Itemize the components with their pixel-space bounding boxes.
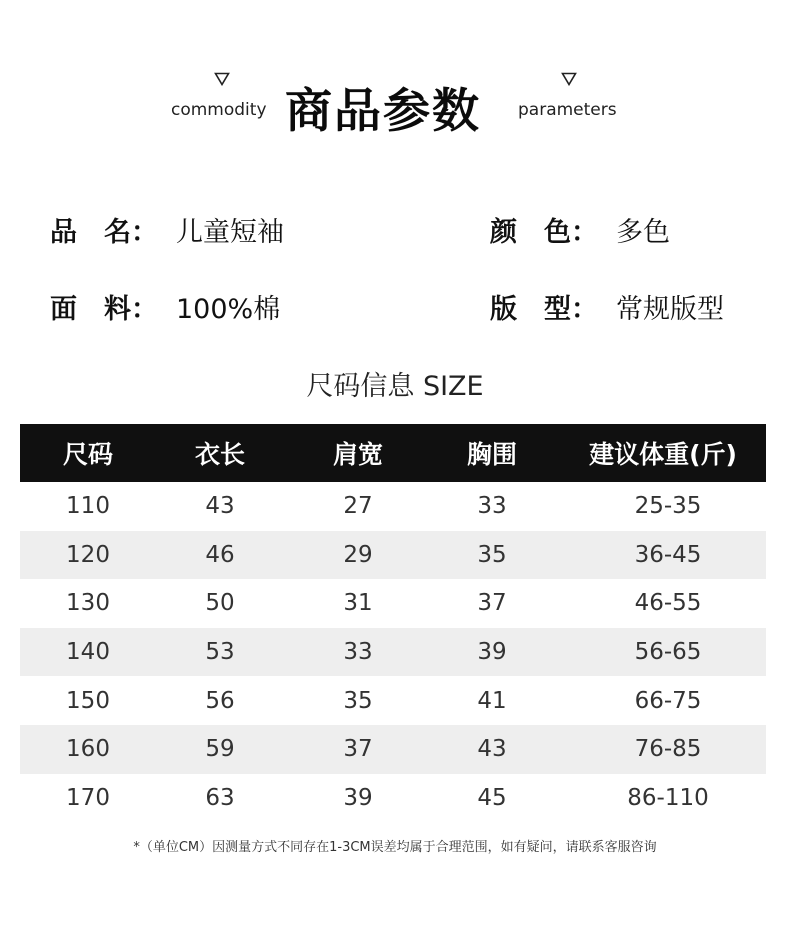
table-header-cell: 胸围 <box>466 440 517 469</box>
spec-value: 多色 <box>616 217 670 248</box>
spec-value: 100%棉 <box>176 294 281 325</box>
table-row <box>20 482 766 531</box>
table-row <box>20 628 766 677</box>
table-cell: 46 <box>205 541 235 568</box>
spec-item-fit <box>490 287 724 326</box>
spec-label: 面 料： <box>50 294 158 325</box>
table-row <box>20 579 766 628</box>
table-cell: 36-45 <box>634 541 702 568</box>
table-cell: 29 <box>343 541 373 568</box>
header <box>0 62 790 142</box>
size-table <box>20 424 766 822</box>
table-cell: 56-65 <box>634 639 702 666</box>
table-cell: 130 <box>66 590 110 617</box>
table-header-cell: 建议体重(斤) <box>589 440 737 469</box>
table-row <box>20 676 766 725</box>
table-cell: 160 <box>66 736 110 763</box>
table-cell: 59 <box>205 736 235 763</box>
table-cell: 33 <box>477 493 507 520</box>
table-cell: 170 <box>66 784 110 811</box>
table-cell: 140 <box>66 639 110 666</box>
spec-item-color <box>490 210 670 249</box>
table-cell: 35 <box>477 541 507 568</box>
spec-value: 常规版型 <box>616 294 724 325</box>
table-cell: 33 <box>343 639 373 666</box>
page-title: 商品参数 <box>285 84 481 139</box>
spec-item-fabric <box>50 287 280 326</box>
table-cell: 27 <box>343 493 373 520</box>
table-cell: 35 <box>343 687 373 714</box>
table-cell: 31 <box>343 590 373 617</box>
spec-label: 版 型： <box>490 294 598 325</box>
table-cell: 46-55 <box>634 590 702 617</box>
table-cell: 66-75 <box>634 687 702 714</box>
table-cell: 56 <box>205 687 235 714</box>
table-cell: 41 <box>477 687 507 714</box>
table-header-cell: 衣长 <box>194 440 245 469</box>
size-section-title: 尺码信息 SIZE <box>306 371 484 402</box>
spec-label: 颜 色： <box>490 217 598 248</box>
table-cell: 76-85 <box>634 736 702 763</box>
table-cell: 39 <box>477 639 507 666</box>
table-header-cell: 肩宽 <box>332 440 383 469</box>
table-row <box>20 725 766 774</box>
spec-item-product-name <box>50 210 284 249</box>
table-row <box>20 531 766 580</box>
table-cell: 110 <box>66 493 110 520</box>
table-cell: 53 <box>205 639 235 666</box>
table-cell: 37 <box>477 590 507 617</box>
table-cell: 25-35 <box>634 493 702 520</box>
table-cell: 86-110 <box>627 784 709 811</box>
table-row <box>20 774 766 823</box>
header-english-left: commodity <box>171 100 267 120</box>
table-cell: 63 <box>205 784 235 811</box>
table-cell: 150 <box>66 687 110 714</box>
table-cell: 120 <box>66 541 110 568</box>
table-cell: 50 <box>205 590 235 617</box>
table-header-row <box>20 424 766 482</box>
table-cell: 37 <box>343 736 373 763</box>
table-cell: 45 <box>477 784 507 811</box>
header-english-right: parameters <box>518 100 617 120</box>
footnote: *（单位CM）因测量方式不同存在1-3CM误差均属于合理范围，如有疑问，请联系客服咨询 <box>133 840 657 855</box>
table-cell: 39 <box>343 784 373 811</box>
spec-value: 儿童短袖 <box>176 217 284 248</box>
table-header-cell: 尺码 <box>62 440 113 469</box>
table-cell: 43 <box>205 493 235 520</box>
table-cell: 43 <box>477 736 507 763</box>
spec-label: 品 名： <box>50 217 158 248</box>
